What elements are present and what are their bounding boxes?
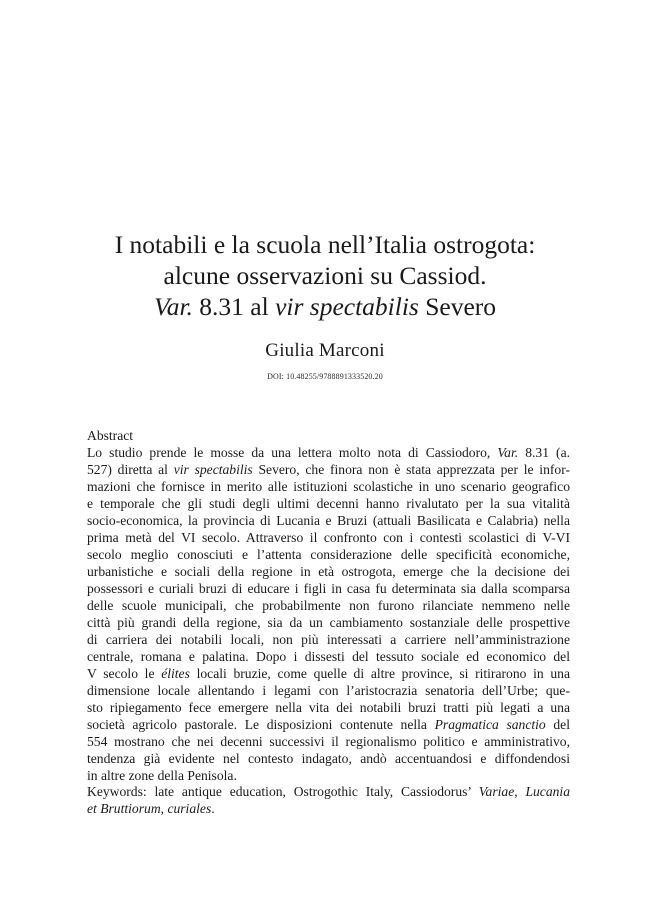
keywords-italic: Variae — [478, 784, 515, 799]
abstract-italic: Pragmatica sanctio — [434, 717, 546, 732]
abstract-line: centrale, romana e palatina. Dopo i dissesti del tessuto sociale ed economico del — [87, 649, 570, 664]
abstract-italic: vir spectabilis — [173, 462, 253, 477]
title-var-number: 8.31 al — [192, 292, 276, 321]
abstract-line: 554 mostrano che nei decenni successivi il regionalismo politico e amministrativo, — [87, 734, 570, 749]
abstract-line: sto ripiegamento fece emergere nella vita dei notabili bruzi tratti più legati a una — [87, 700, 570, 715]
title-severo: Severo — [418, 292, 497, 321]
keywords — [87, 783, 570, 817]
abstract-line: urbanistiche e sociali della regione in età ostrogota, emerge che la decisione dei — [87, 564, 570, 579]
abstract-line: Lo studio prende le mosse da una lettera molto nota di Cassiodoro, Var. 8.31 (a. — [87, 445, 570, 460]
abstract-line: secolo meglio conosciuti e l’attenta considerazione delle specificità economiche, — [87, 547, 570, 562]
author-name: Giulia Marconi — [265, 340, 385, 361]
abstract-line: socio-economica, la provincia di Lucania e Bruzi (attuali Basilicata e Calabria) nella — [87, 513, 570, 528]
keywords-line: et Bruttiorum, curiales. — [87, 801, 215, 816]
abstract-line: possessori e curiali bruzi di educare i figli in casa fu determinata sia dalla scomparsa — [87, 581, 570, 596]
abstract-italic: élites — [161, 666, 190, 681]
abstract-line: città più grandi della regione, sia da un cambiamento sostanziale delle prospettive — [87, 615, 570, 630]
doi: DOI: 10.48255/9788891333520.20 — [267, 372, 383, 381]
abstract-line: prima metà del VI secolo. Attraverso il confronto con i contesti scolastici di V-VI — [87, 530, 570, 545]
abstract-line: società agricolo pastorale. Le disposizioni contenute nella Pragmatica sanctio del — [87, 717, 570, 732]
title-line-2: alcune osservazioni su Cassiod. — [163, 261, 487, 290]
abstract-body — [87, 444, 570, 784]
title-line-3 — [60, 291, 590, 322]
keywords-italic: Lucania — [525, 784, 570, 799]
abstract-line: e temporale che gli studi degli ultimi decenni hanno rivalutato per la sua vitalità — [87, 496, 570, 511]
abstract-line: di carriera dei notabili locali, non più interessati a carriere nell’amministrazione — [87, 632, 570, 647]
abstract-line: V secolo le élites locali bruzie, come quelle di altre province, si ritirarono in una — [87, 666, 570, 681]
abstract-line: in altre zone della Penisola. — [87, 768, 237, 783]
abstract-heading: Abstract — [87, 428, 134, 443]
title-vir-italic: vir spectabilis — [275, 292, 419, 321]
abstract-italic: Var. — [497, 445, 519, 460]
title-line-1: I notabili e la scuola nell’Italia ostrogota: — [114, 230, 536, 259]
abstract-line: mazioni che fornisce in merito alle istituzioni scolastiche in uno scenario geografico — [87, 479, 570, 494]
keywords-italic: curiales — [167, 801, 212, 816]
keywords-line: Keywords: late antique education, Ostrogothic Italy, Cassiodorus’ Variae, Lucania — [87, 784, 570, 799]
abstract-line: delle scuole municipali, che probabilmente non furono rilanciate nemmeno nelle — [87, 598, 570, 613]
keywords-italic: et Bruttiorum — [87, 801, 161, 816]
title-var-italic: Var. — [153, 292, 193, 321]
abstract-line: dimensione locale allentando i legami con l’aristocrazia senatoria dell’Urbe; que- — [87, 683, 570, 698]
abstract-line: tendenza già evidente nel contesto indagato, andò accentuandosi e diffondendosi — [87, 751, 570, 766]
article-title — [60, 229, 590, 322]
abstract-line: 527) diretta al vir spectabilis Severo, che finora non è stata apprezzata per le infor- — [87, 462, 570, 477]
